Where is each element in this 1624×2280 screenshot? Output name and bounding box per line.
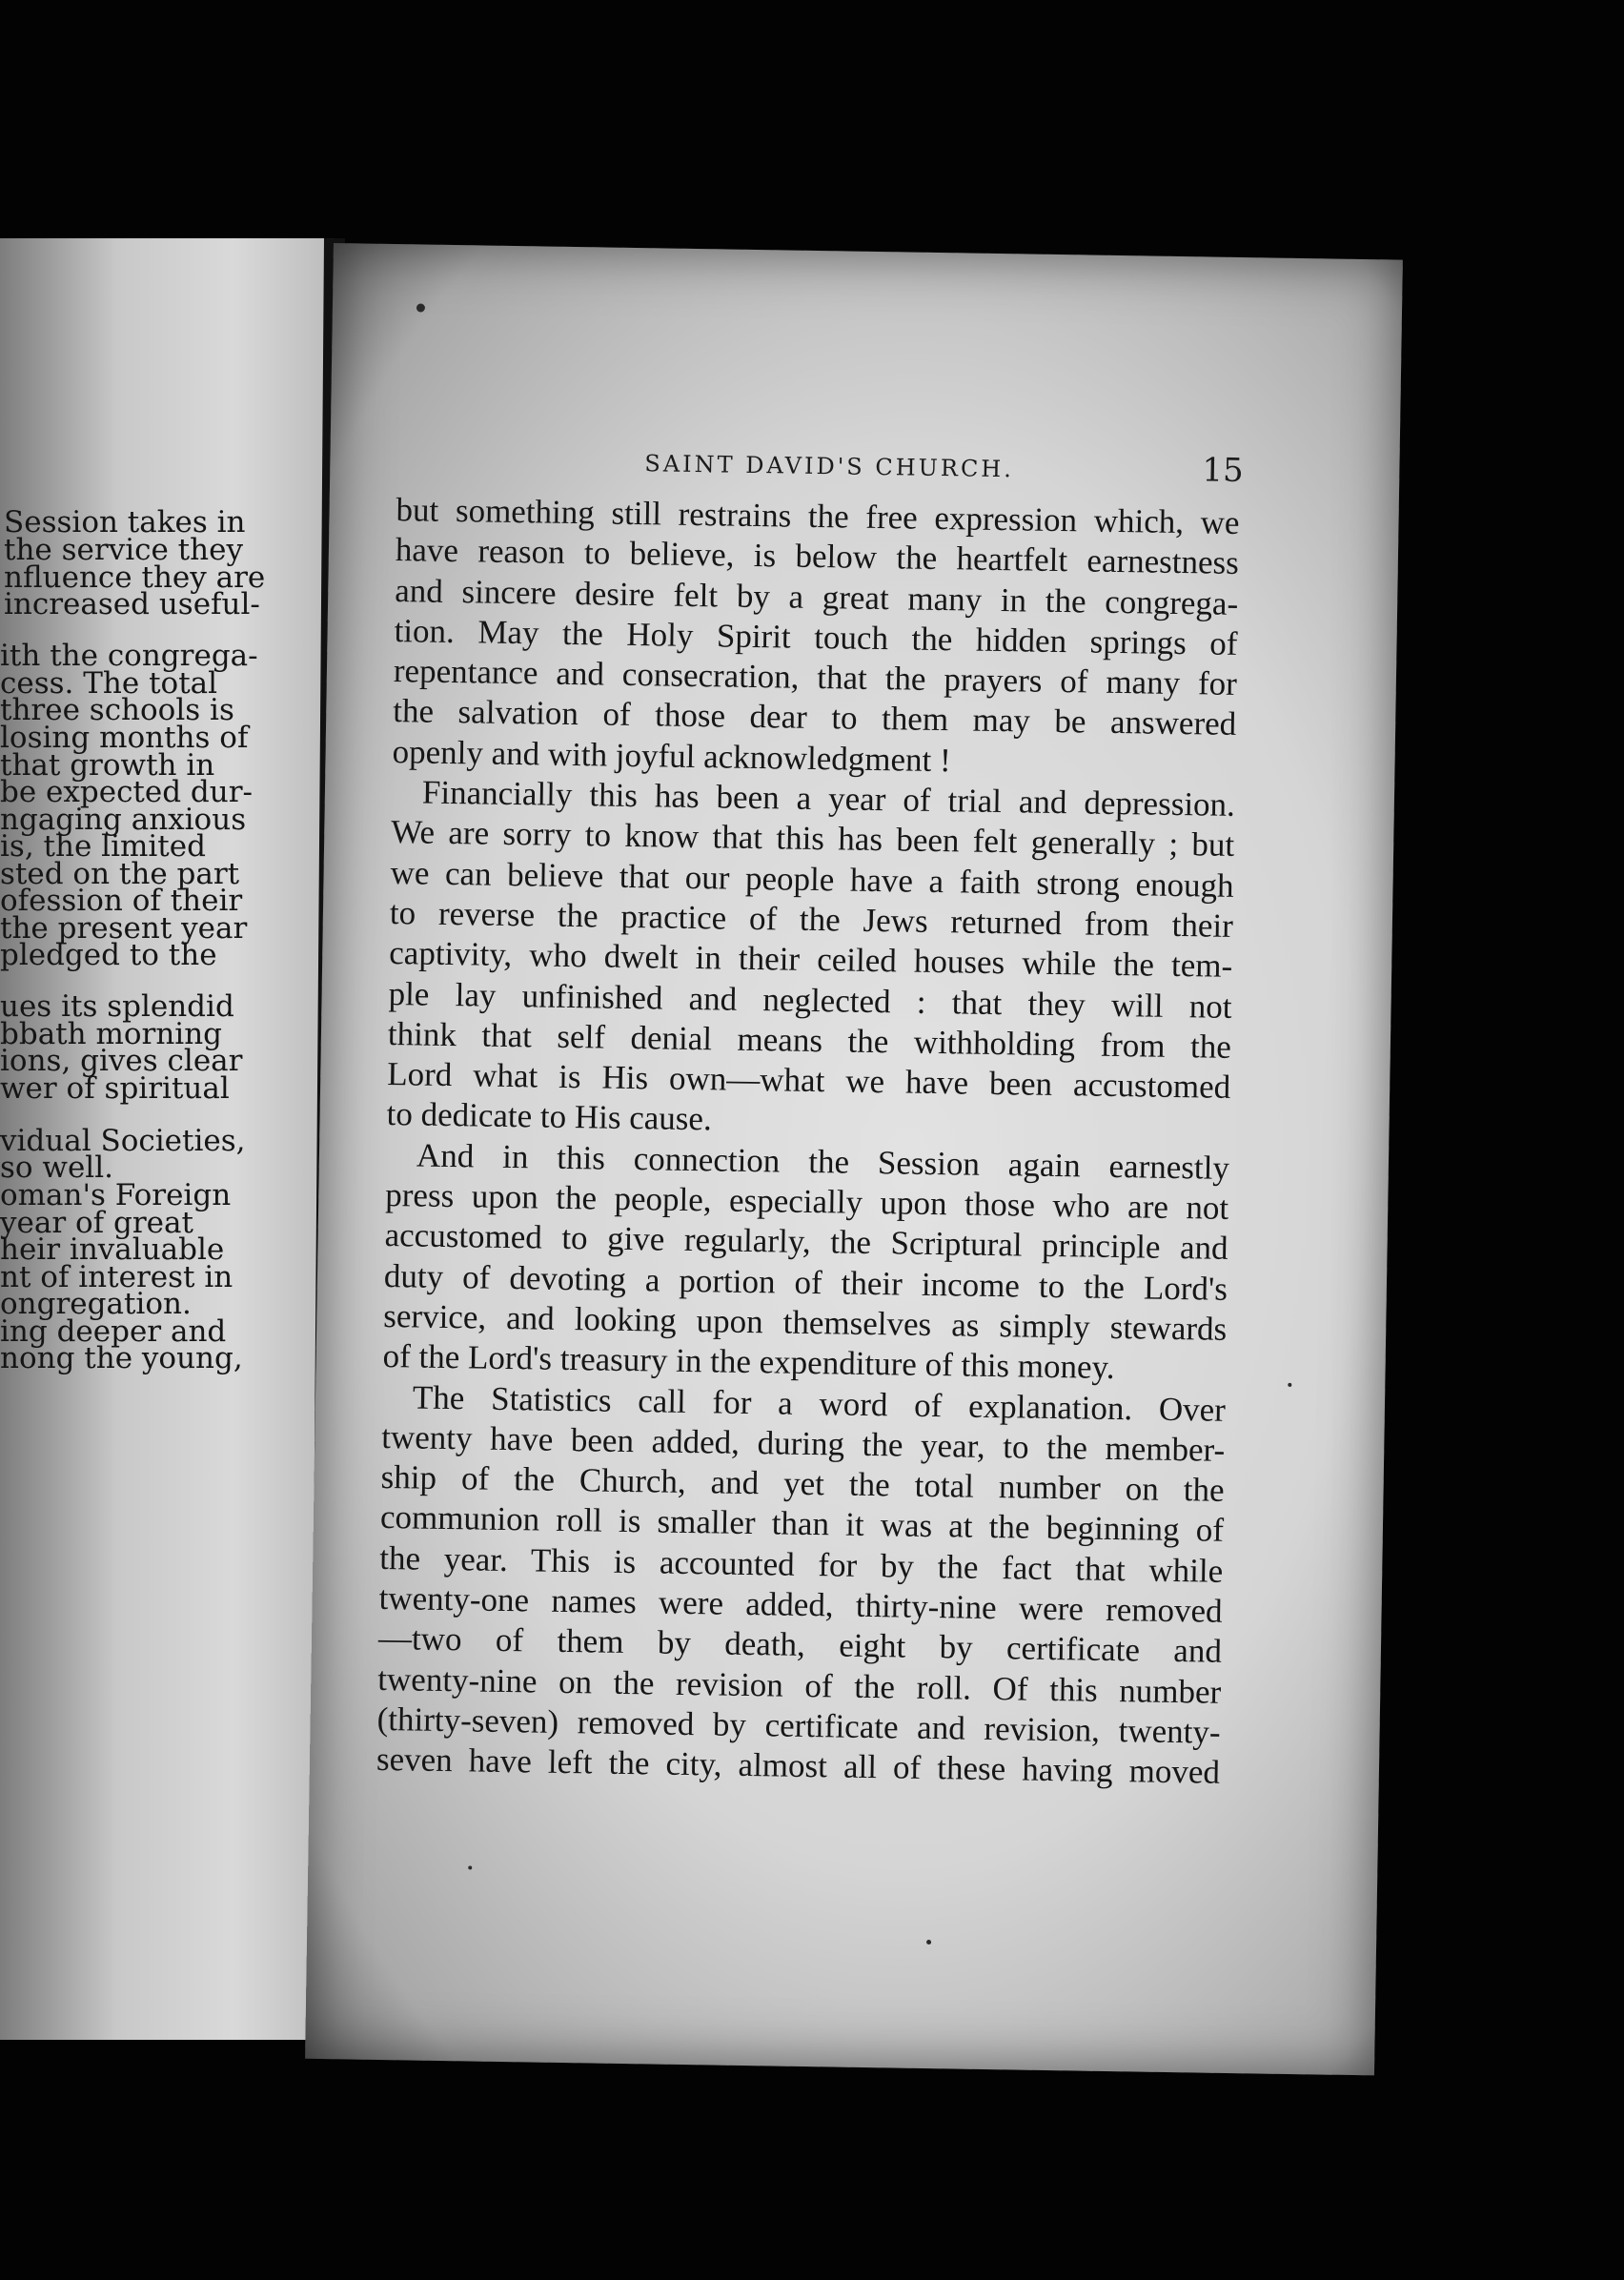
text-line: accustomed to give regularly, the Scriptural principle and: [384, 1216, 1228, 1268]
left-page-line: nt of interest in: [0, 1260, 233, 1294]
left-page-line: heir invaluable: [0, 1232, 225, 1267]
left-page-line: sted on the part: [0, 857, 240, 891]
left-page-line: losing months of: [0, 721, 249, 755]
text-line: repentance and consecration, that the prayers of many for: [393, 652, 1238, 703]
left-page-line: is, the limited: [0, 829, 206, 864]
left-page-line: ongregation.: [0, 1287, 192, 1321]
left-page-line: Session takes in: [4, 505, 246, 539]
text-line: And in this connection the Session again earnestly: [416, 1136, 1230, 1187]
left-page-line: nfluence they are: [4, 560, 266, 595]
text-line: Lord what is His own—what we have been accustomed: [387, 1055, 1231, 1107]
page-number: 15: [1202, 451, 1244, 491]
body-text: [376, 490, 1240, 1793]
dust-speck: [1288, 1383, 1291, 1387]
text-line: seven have left the city, almost all of these having moved: [376, 1741, 1221, 1792]
left-page-line: cess. The total: [0, 666, 218, 701]
left-page-line: vidual Societies,: [0, 1124, 246, 1158]
text-line: duty of devoting a portion of their income to the Lord's: [383, 1256, 1228, 1308]
dust-speck: [468, 1865, 472, 1869]
text-line: ple lay unfinished and neglected : that they will not: [388, 974, 1232, 1026]
text-line: and sincere desire felt by a great many in the congrega-: [394, 571, 1239, 622]
text-line: have reason to believe, is below the heartfelt earnestness: [395, 531, 1240, 582]
text-line: we can believe that our people have a faith strong enough: [390, 853, 1234, 905]
text-line: twenty have been added, during the year, to the member-: [381, 1417, 1226, 1469]
text-line: (thirty-seven) removed by certificate and revision, twenty-: [376, 1700, 1221, 1751]
left-page-line: wer of spiritual: [0, 1071, 230, 1106]
text-line: but something still restrains the free expression which, we: [396, 491, 1240, 541]
text-line: —two of them by death, eight by certificate and: [377, 1619, 1223, 1671]
text-line: We are sorry to know that this has been felt generally ; but: [390, 813, 1235, 865]
left-page-line: bbath morning: [0, 1017, 223, 1051]
text-line: communion roll is smaller than it was at the beginning of: [379, 1498, 1225, 1550]
left-page-line: ngaging anxious: [0, 803, 247, 837]
text-line: ship of the Church, and yet the total number on the: [380, 1458, 1225, 1509]
dust-speck: [926, 1940, 931, 1944]
text-line: of the Lord's treasury in the expenditure of this money.: [382, 1337, 1115, 1387]
left-page-line: ith the congrega-: [0, 639, 258, 673]
text-line: openly and with joyful acknowledgment !: [392, 732, 951, 780]
left-page-line: ofession of their: [0, 884, 243, 918]
text-line: twenty-nine on the revision of the roll. Of this number: [377, 1659, 1222, 1711]
left-page-line: ions, gives clear: [0, 1044, 243, 1078]
text-line: Financially this has been a year of trial and depression.: [421, 773, 1236, 824]
text-line: the salvation of those dear to them may be answered: [392, 692, 1237, 743]
text-line: tion. May the Holy Spirit touch the hidden springs of: [394, 611, 1238, 662]
text-line: twenty-one names were added, thirty-nine were removed: [378, 1578, 1223, 1630]
left-page-line: the service they: [4, 533, 243, 567]
left-page-line: the present year: [0, 911, 248, 946]
left-page-line: that growth in: [0, 748, 215, 783]
left-page-line: year of great: [0, 1206, 193, 1240]
left-page-line: be expected dur-: [0, 775, 254, 809]
left-page-line: increased useful-: [4, 587, 260, 621]
right-page: [305, 243, 1403, 2075]
left-page: [0, 238, 334, 2040]
left-page-line: three schools is: [0, 693, 234, 727]
text-line: think that self denial means the withholding from the: [387, 1014, 1232, 1066]
text-line: The Statistics call for a word of explanation. Over: [412, 1377, 1227, 1429]
text-line: the year. This is accounted for by the fact that while: [379, 1538, 1224, 1590]
left-page-line: ing deeper and: [0, 1314, 227, 1349]
text-line: to dedicate to His cause.: [386, 1095, 713, 1138]
running-head: SAINT DAVID'S CHURCH.: [644, 450, 1015, 483]
left-page-line: so well.: [0, 1150, 113, 1185]
left-page-line: pledged to the: [0, 938, 217, 972]
left-page-line: nong the young,: [0, 1341, 243, 1375]
text-line: press upon the people, especially upon those who are not: [385, 1176, 1229, 1227]
left-page-line: oman's Foreign: [0, 1178, 232, 1212]
left-page-line: ues its splendid: [0, 989, 234, 1024]
text-line: captivity, who dwelt in their ceiled houses while the tem-: [389, 934, 1233, 986]
text-line: to reverse the practice of the Jews returned from their: [389, 893, 1234, 945]
text-line: service, and looking upon themselves as simply stewards: [383, 1296, 1228, 1348]
dust-speck: [416, 303, 425, 312]
